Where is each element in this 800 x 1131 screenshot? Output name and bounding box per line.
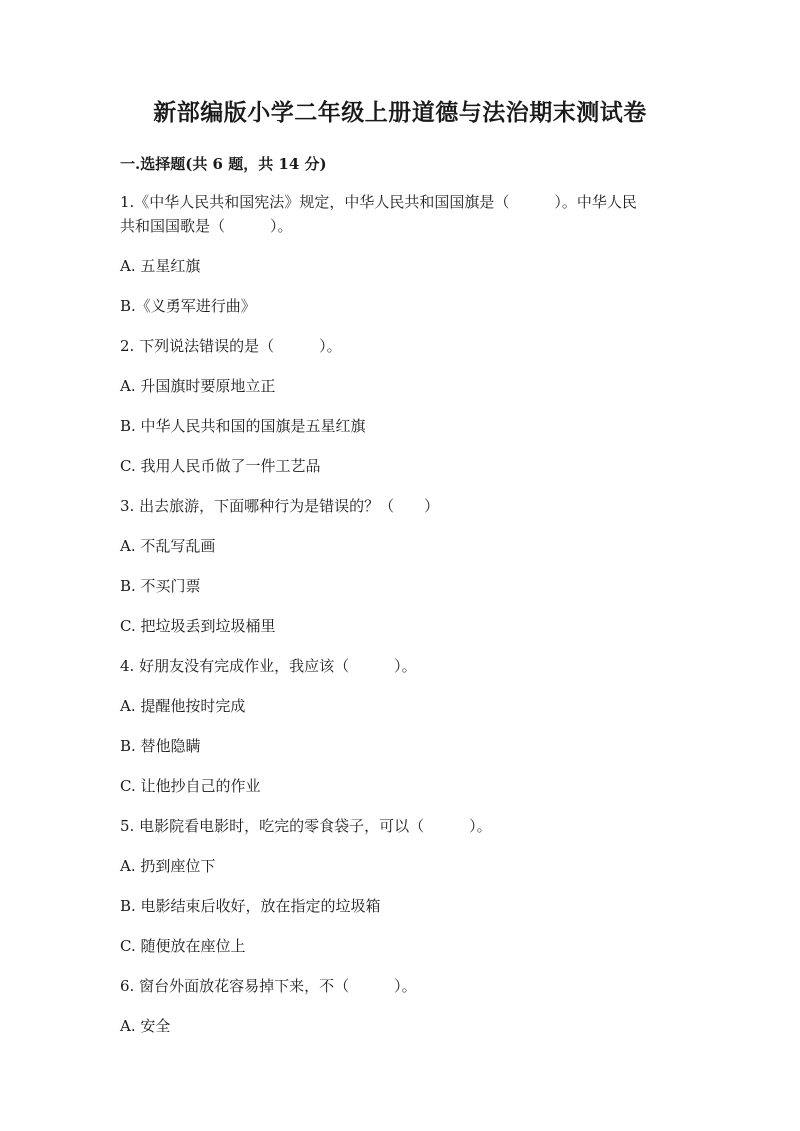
question-1 [120, 190, 680, 318]
option-a: A. 提醒他按时完成 [120, 697, 246, 715]
question-5 [120, 814, 680, 958]
option-a: A. 不乱写乱画 [120, 537, 216, 555]
page-title: 新部编版小学二年级上册道德与法治期末测试卷 [153, 99, 647, 126]
question-6 [120, 974, 680, 1038]
option-b: B. 中华人民共和国的国旗是五星红旗 [120, 417, 366, 435]
option-b: B. 替他隐瞒 [120, 737, 201, 755]
question-list [120, 190, 680, 1038]
option-c: C. 把垃圾丢到垃圾桶里 [120, 617, 276, 635]
option-c: C. 让他抄自己的作业 [120, 777, 261, 795]
section-heading: 一.选择题(共 6 题，共 14 分) [120, 155, 327, 173]
option-a: A. 扔到座位下 [120, 857, 216, 875]
option-a: A. 安全 [120, 1017, 171, 1035]
option-c: C. 我用人民币做了一件工艺品 [120, 457, 321, 475]
question-text: 4. 好朋友没有完成作业，我应该（ ）。 [120, 657, 417, 675]
option-a: A. 升国旗时要原地立正 [120, 377, 276, 395]
option-c: C. 随便放在座位上 [120, 937, 246, 955]
question-text: 2. 下列说法错误的是（ ）。 [120, 337, 342, 355]
question-text: 5. 电影院看电影时，吃完的零食袋子，可以（ ）。 [120, 817, 492, 835]
question-text: 3. 出去旅游，下面哪种行为是错误的？（ ） [120, 497, 440, 515]
option-b: B.《义勇军进行曲》 [120, 297, 256, 315]
question-4 [120, 654, 680, 798]
option-b: B. 不买门票 [120, 577, 201, 595]
option-a: A. 五星红旗 [120, 257, 201, 275]
option-b: B. 电影结束后收好，放在指定的垃圾箱 [120, 897, 381, 915]
question-2 [120, 334, 680, 478]
question-3 [120, 494, 680, 638]
question-text: 1.《中华人民共和国宪法》规定，中华人民共和国国旗是（ ）。中华人民 共和国国歌是（ ）。 [120, 193, 637, 235]
question-text: 6. 窗台外面放花容易掉下来，不（ ）。 [120, 977, 417, 995]
